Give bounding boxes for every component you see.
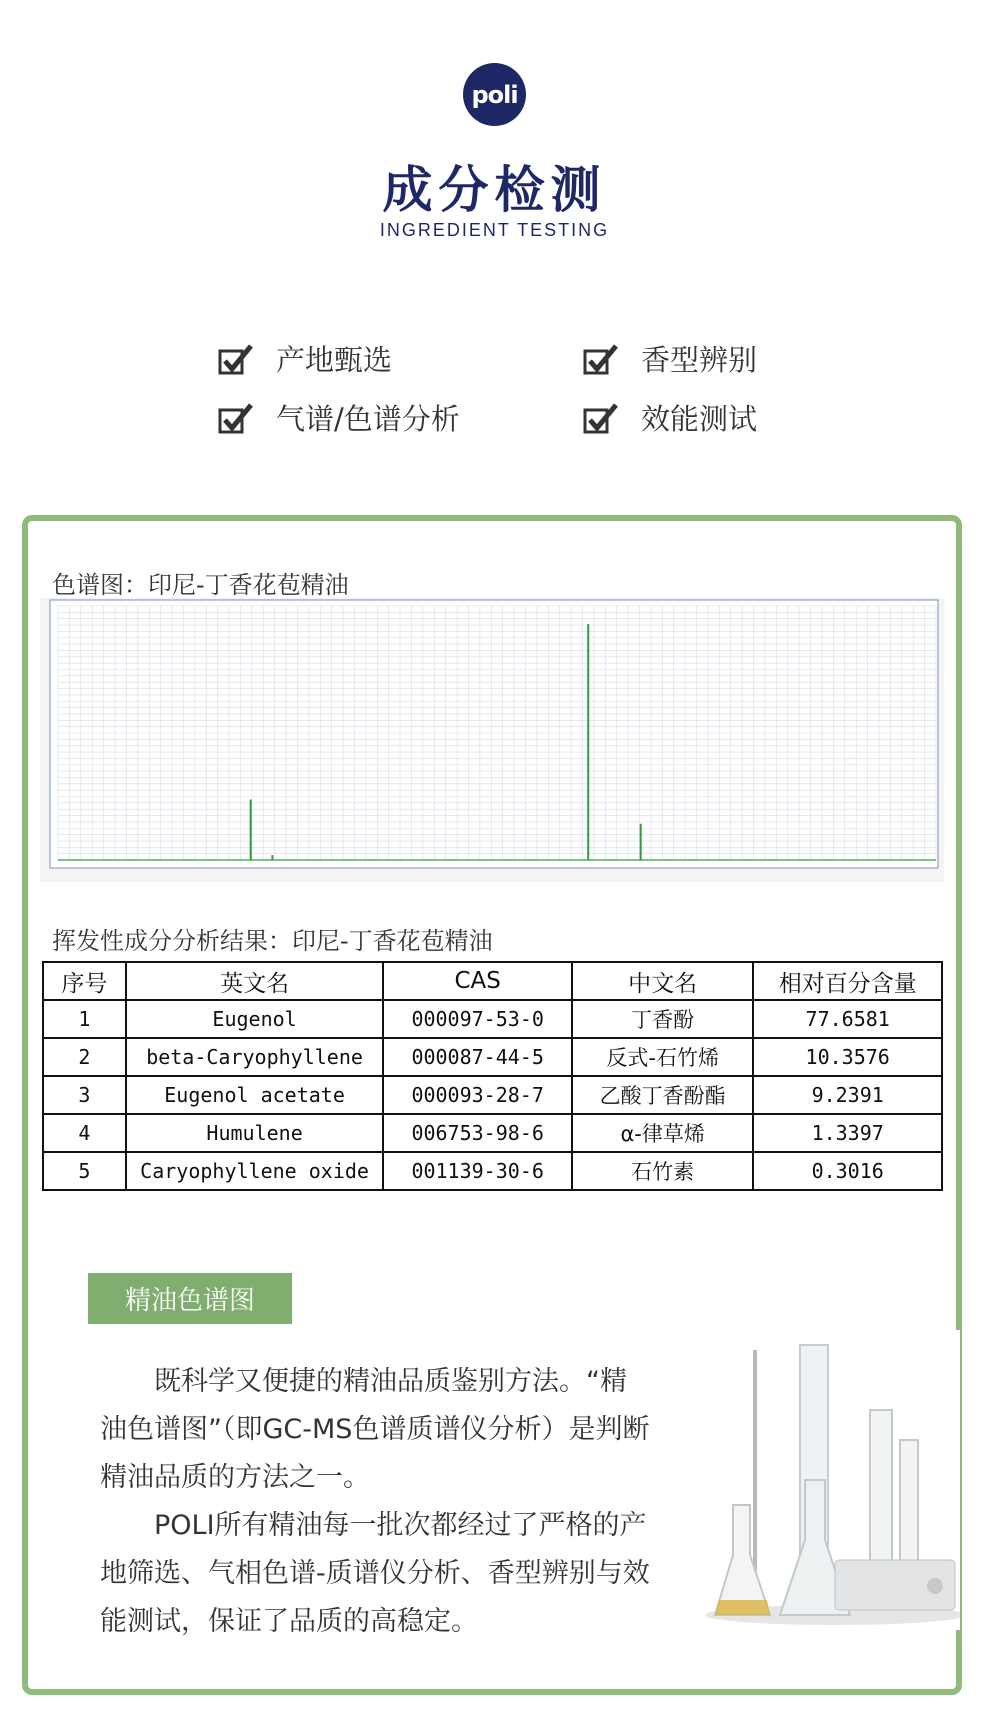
column-header: 中文名 [572,962,753,1000]
cell-english-name: Humulene [126,1114,384,1152]
cell-percent: 1.3397 [753,1114,942,1152]
cell-index: 5 [43,1152,126,1190]
check-icon [218,343,254,375]
quality-paragraph: POLI所有精油每一批次都经过了严格的产地筛选、气相色谱-质谱仪分析、香型辨别与效能测试，保证了品质的高稳定。 [100,1510,650,1637]
cell-index: 4 [43,1114,126,1152]
table-row [43,1000,942,1038]
cell-cas: 006753-98-6 [383,1114,572,1152]
intro-paragraph: 既科学又便捷的精油品质鉴别方法。“精油色谱图”（即GC-MS色谱质谱仪分析）是判断精油品质的方法之一。 [100,1366,650,1493]
cell-english-name: Caryophyllene oxide [126,1152,384,1190]
cell-percent: 0.3016 [753,1152,942,1190]
feature-item: 香型辨别 [583,338,757,379]
cell-chinese-name: 丁香酚 [572,1000,753,1038]
cell-english-name: Eugenol acetate [126,1076,384,1114]
cell-chinese-name: 反式-石竹烯 [572,1038,753,1076]
section-tag: 精油色谱图 [88,1273,292,1324]
check-icon [218,402,254,434]
page-title: 成分检测 [382,160,607,219]
feature-item: 气谱/色谱分析 [218,397,460,438]
chromatogram-title: 色谱图：印尼-丁香花苞精油 [52,571,349,599]
cell-cas: 000097-53-0 [383,1000,572,1038]
cell-percent: 10.3576 [753,1038,942,1076]
feature-item: 产地甄选 [218,338,392,379]
cell-index: 2 [43,1038,126,1076]
table-row [43,1076,942,1114]
cell-index: 1 [43,1000,126,1038]
cell-percent: 9.2391 [753,1076,942,1114]
brand-logo: poli [463,63,526,126]
cell-chinese-name: 乙酸丁香酚酯 [572,1076,753,1114]
column-header: 相对百分含量 [753,962,942,1000]
check-icon [583,402,619,434]
cell-cas: 001139-30-6 [383,1152,572,1190]
table-header-row [43,962,942,1000]
table-row [43,1038,942,1076]
chromatogram-chart [40,598,944,882]
results-table [42,961,943,1191]
results-title: 挥发性成分分析结果：印尼-丁香花苞精油 [52,927,493,955]
cell-percent: 77.6581 [753,1000,942,1038]
check-icon [583,343,619,375]
column-header: 英文名 [126,962,384,1000]
cell-english-name: Eugenol [126,1000,384,1038]
cell-index: 3 [43,1076,126,1114]
page-subtitle: INGREDIENT TESTING [379,220,610,240]
cell-cas: 000093-28-7 [383,1076,572,1114]
cell-chinese-name: α-律草烯 [572,1114,753,1152]
cell-chinese-name: 石竹素 [572,1152,753,1190]
table-row [43,1114,942,1152]
cell-cas: 000087-44-5 [383,1038,572,1076]
table-row [43,1152,942,1190]
column-header: CAS [383,962,572,1000]
feature-item: 效能测试 [583,397,757,438]
cell-english-name: beta-Caryophyllene [126,1038,384,1076]
column-header: 序号 [43,962,126,1000]
lab-glassware-image [695,1330,960,1630]
